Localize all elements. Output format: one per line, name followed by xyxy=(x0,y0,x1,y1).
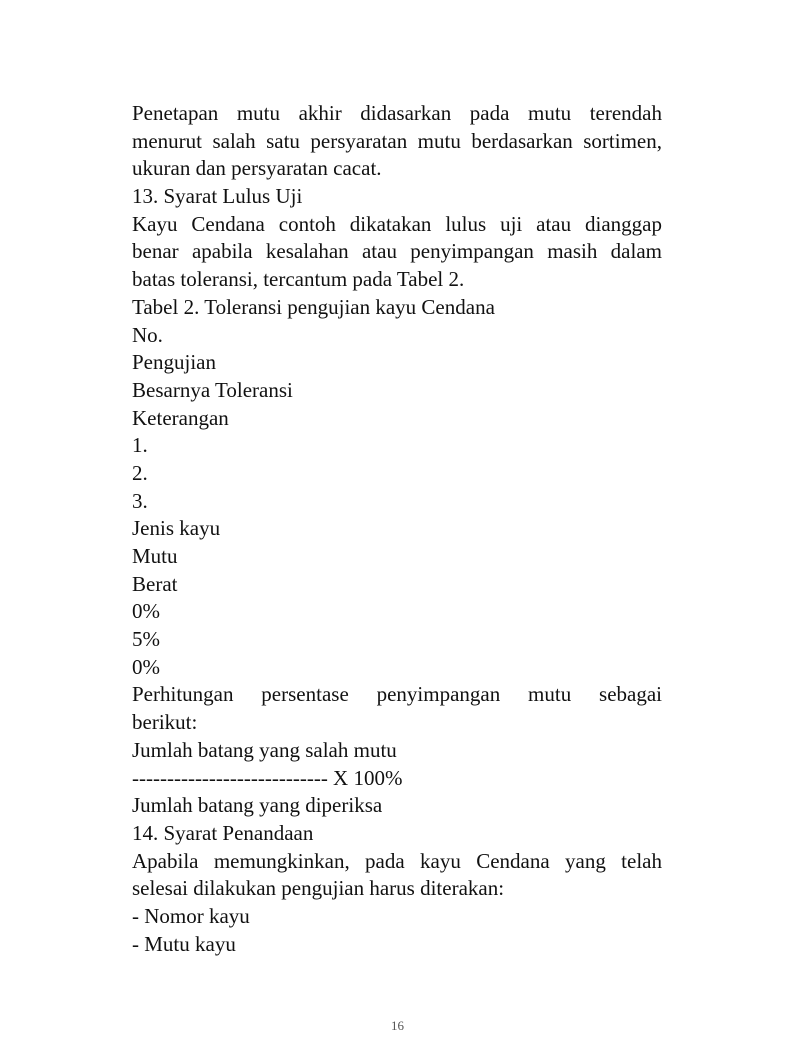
paragraph-marking xyxy=(132,848,662,903)
list-item: - Mutu kayu xyxy=(132,931,236,956)
paragraph-line: berikut: xyxy=(132,710,198,735)
paragraph-final-quality xyxy=(132,100,662,183)
table-cell-tolerance: 5% xyxy=(132,627,160,652)
section-14-heading: 14. Syarat Penandaan xyxy=(132,820,314,845)
section-13-heading: 13. Syarat Lulus Uji xyxy=(132,184,303,209)
table-cell-number: 1. xyxy=(132,433,148,458)
table-cell-test: Berat xyxy=(132,571,178,596)
paragraph-line: menurut salah satu persyaratan mutu berdasarkan sortimen, xyxy=(132,128,662,153)
table-cell-test: Jenis kayu xyxy=(132,516,221,541)
paragraph-line: Penetapan mutu akhir didasarkan pada mutu terendah xyxy=(132,101,662,125)
paragraph-calculation-intro xyxy=(132,681,662,736)
table-2-caption: Tabel 2. Toleransi pengujian kayu Cendana xyxy=(132,294,495,319)
paragraph-line: ukuran dan persyaratan cacat. xyxy=(132,156,382,181)
table-cell-tolerance: 0% xyxy=(132,599,160,624)
list-item: - Nomor kayu xyxy=(132,903,250,928)
table-2-flattened xyxy=(132,322,662,682)
marking-list xyxy=(132,903,662,958)
table-header-pengujian: Pengujian xyxy=(132,350,216,375)
page-body xyxy=(132,100,662,958)
table-cell-number: 3. xyxy=(132,488,148,513)
table-cell-test: Mutu xyxy=(132,544,178,568)
deviation-formula xyxy=(132,737,662,820)
page-number: 16 xyxy=(391,1018,404,1033)
formula-denominator: Jumlah batang yang diperiksa xyxy=(132,793,383,818)
paragraph-line: Perhitungan persentase penyimpangan mutu sebagai xyxy=(132,682,662,707)
paragraph-pass-test xyxy=(132,211,662,294)
formula-numerator: Jumlah batang yang salah mutu xyxy=(132,737,397,762)
table-header-no: No. xyxy=(132,322,163,347)
table-cell-tolerance: 0% xyxy=(132,654,160,679)
paragraph-line: batas toleransi, tercantum pada Tabel 2. xyxy=(132,267,465,292)
paragraph-line: benar apabila kesalahan atau penyimpangan masih dalam xyxy=(132,239,662,264)
table-header-toleransi: Besarnya Toleransi xyxy=(132,377,293,402)
table-header-keterangan: Keterangan xyxy=(132,405,229,430)
paragraph-line: Kayu Cendana contoh dikatakan lulus uji atau dianggap xyxy=(132,211,662,236)
formula-fraction-line: ---------------------------- X 100% xyxy=(132,765,403,790)
paragraph-line: Apabila memungkinkan, pada kayu Cendana yang telah xyxy=(132,848,662,873)
paragraph-line: selesai dilakukan pengujian harus diterakan: xyxy=(132,876,505,901)
table-cell-number: 2. xyxy=(132,460,148,485)
